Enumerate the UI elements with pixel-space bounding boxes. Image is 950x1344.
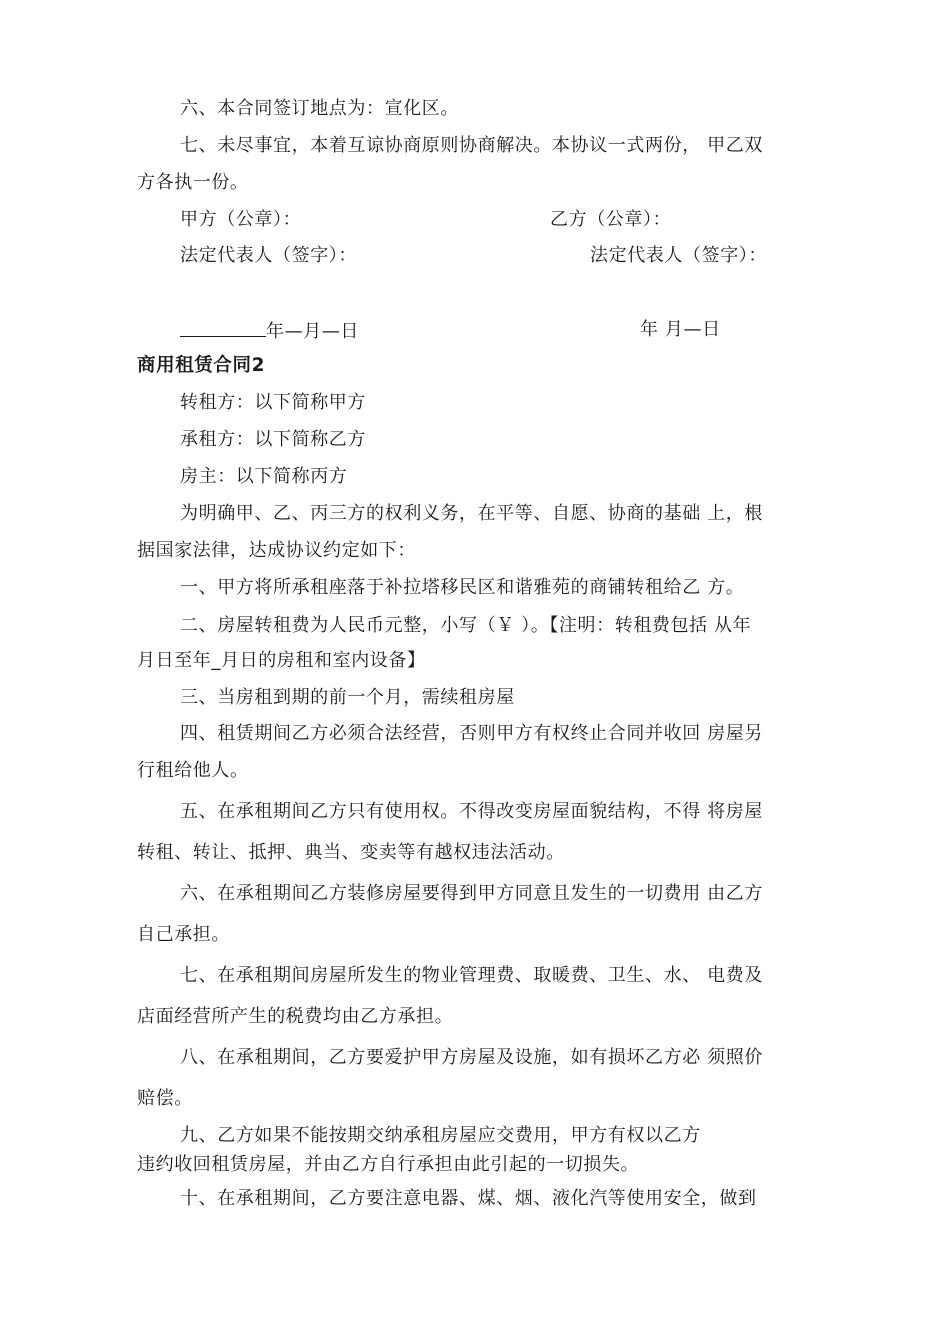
clause-4-line-1: 四、租赁期间乙方必须合法经营，否则甲方有权终止合同并收回 房屋另 <box>180 723 763 744</box>
party-b-seal-label: 乙方（公章）： <box>550 209 672 230</box>
intro-line-1: 为明确甲、乙、丙三方的权利义务，在平等、自愿、协商的基础 上，根 <box>180 503 763 524</box>
clause-7b-line-1: 七、在承租期间房屋所发生的物业管理费、取暖费、卫生、水、 电费及 <box>180 965 763 986</box>
clause-1: 一、甲方将所承租座落于补拉塔移民区和谐雅苑的商铺转租给乙 方。 <box>180 577 745 598</box>
date-blank-line <box>180 318 266 337</box>
clause-7-line-1: 七、未尽事宜，本着互谅协商原则协商解决。本协议一式两份， 甲乙双 <box>180 135 763 156</box>
clause-9-line-1: 九、乙方如果不能按期交纳承租房屋应交费用，甲方有权以乙方 <box>180 1125 701 1146</box>
clause-9-line-2: 违约收回租赁房屋，并由乙方自行承担由此引起的一切损失。 <box>137 1154 640 1175</box>
clause-7-line-2: 方各执一份。 <box>137 172 249 193</box>
party-lessee: 承租方：以下简称乙方 <box>180 429 366 450</box>
clause-2-line-1: 二、房屋转租费为人民币元整，小写（￥ ）。【注明：转租费包括 从年 <box>180 615 752 636</box>
party-sublessor: 转租方：以下简称甲方 <box>180 392 366 413</box>
clause-5-line-1: 五、在承租期间乙方只有使用权。不得改变房屋面貌结构，不得 将房屋 <box>180 801 763 822</box>
party-b-date: 年 月—日 <box>640 319 721 340</box>
party-a-date <box>180 318 359 344</box>
section-title: 商用租赁合同2 <box>137 355 266 376</box>
clause-6-line-2: 自己承担。 <box>137 924 230 945</box>
clause-8-line-2: 赔偿。 <box>137 1088 193 1109</box>
clause-10-line-1: 十、在承租期间，乙方要注意电器、煤、烟、液化汽等使用安全，做到 <box>180 1188 757 1209</box>
party-b-representative-label: 法定代表人（签字）： <box>590 245 767 266</box>
clause-4-line-2: 行租给他人。 <box>137 760 249 781</box>
party-a-date-text: 年—月—日 <box>266 321 359 342</box>
clause-5-line-2: 转租、转让、抵押、典当、变卖等有越权违法活动。 <box>137 842 565 863</box>
intro-line-2: 据国家法律，达成协议约定如下： <box>137 540 416 561</box>
clause-2-line-2: 月日至年_月日的房租和室内设备】 <box>137 650 426 671</box>
clause-6-line-1: 六、在承租期间乙方装修房屋要得到甲方同意且发生的一切费用 由乙方 <box>180 883 763 904</box>
clause-6-signing-place: 六、本合同签订地点为：宣化区。 <box>180 98 459 119</box>
clause-7b-line-2: 店面经营所产生的税费均由乙方承担。 <box>137 1006 454 1027</box>
party-a-seal-label: 甲方（公章）： <box>180 209 302 230</box>
clause-3: 三、当房租到期的前一个月，需续租房屋 <box>180 687 515 708</box>
party-landlord: 房主：以下简称丙方 <box>180 466 348 487</box>
party-a-representative-label: 法定代表人（签字）： <box>180 245 357 266</box>
clause-8-line-1: 八、在承租期间，乙方要爱护甲方房屋及设施，如有损坏乙方必 须照价 <box>180 1047 763 1068</box>
